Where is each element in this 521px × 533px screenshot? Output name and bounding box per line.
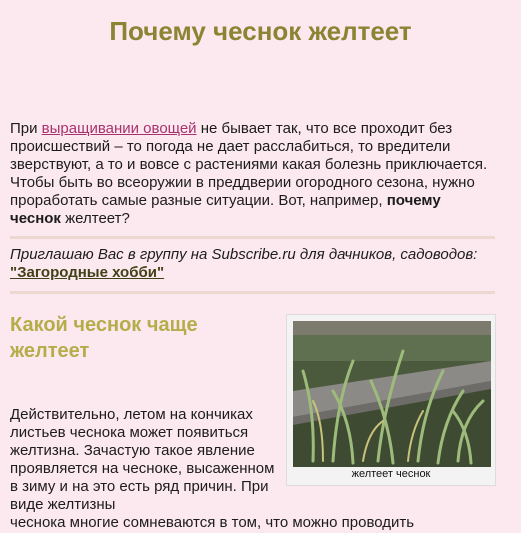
invite-text: Приглашаю Вас в группу на Subscribe.ru для дачников, садоводов:	[10, 246, 478, 263]
vegetable-growing-link[interactable]: выращивании овощей	[41, 120, 197, 137]
body-paragraph: Действительно, летом на кончиках листьев чеснока может появиться желтизна. Зачастую такое явление проявляется на чесноке, высаженном в зиму и на это есть ряд причин. При виде желтизны	[10, 406, 275, 513]
page-title: Почему чеснок желтеет	[109, 16, 412, 46]
figure-caption: желтеет чеснок	[351, 468, 431, 480]
intro-text-middle: не бывает так, что все проходит без происшествий – то погода не дает расслабиться, то вредители зверствуют, а то и вовсе с растениями какая болезнь приключается. Чтобы быть во всеоружии в преддверии огородного сезона, нужно проработать самые разные ситуации. Вот, например,	[10, 120, 488, 209]
garlic-figure	[286, 314, 496, 486]
divider-bottom	[10, 291, 495, 294]
garlic-photo[interactable]	[293, 321, 491, 467]
intro-paragraph	[10, 120, 490, 228]
divider-top	[10, 236, 495, 239]
body-paragraph-continued: чеснока многие сомневаются в том, что можно проводить	[10, 514, 415, 531]
group-invite	[10, 246, 480, 282]
intro-text-start: При	[10, 120, 42, 137]
section-heading: Какой чеснок чаще желтеет	[10, 314, 198, 362]
group-link[interactable]: "Загородные хобби"	[10, 264, 165, 281]
intro-bold-text: почему чеснок	[10, 192, 441, 227]
intro-text-end: желтеет?	[60, 210, 130, 227]
